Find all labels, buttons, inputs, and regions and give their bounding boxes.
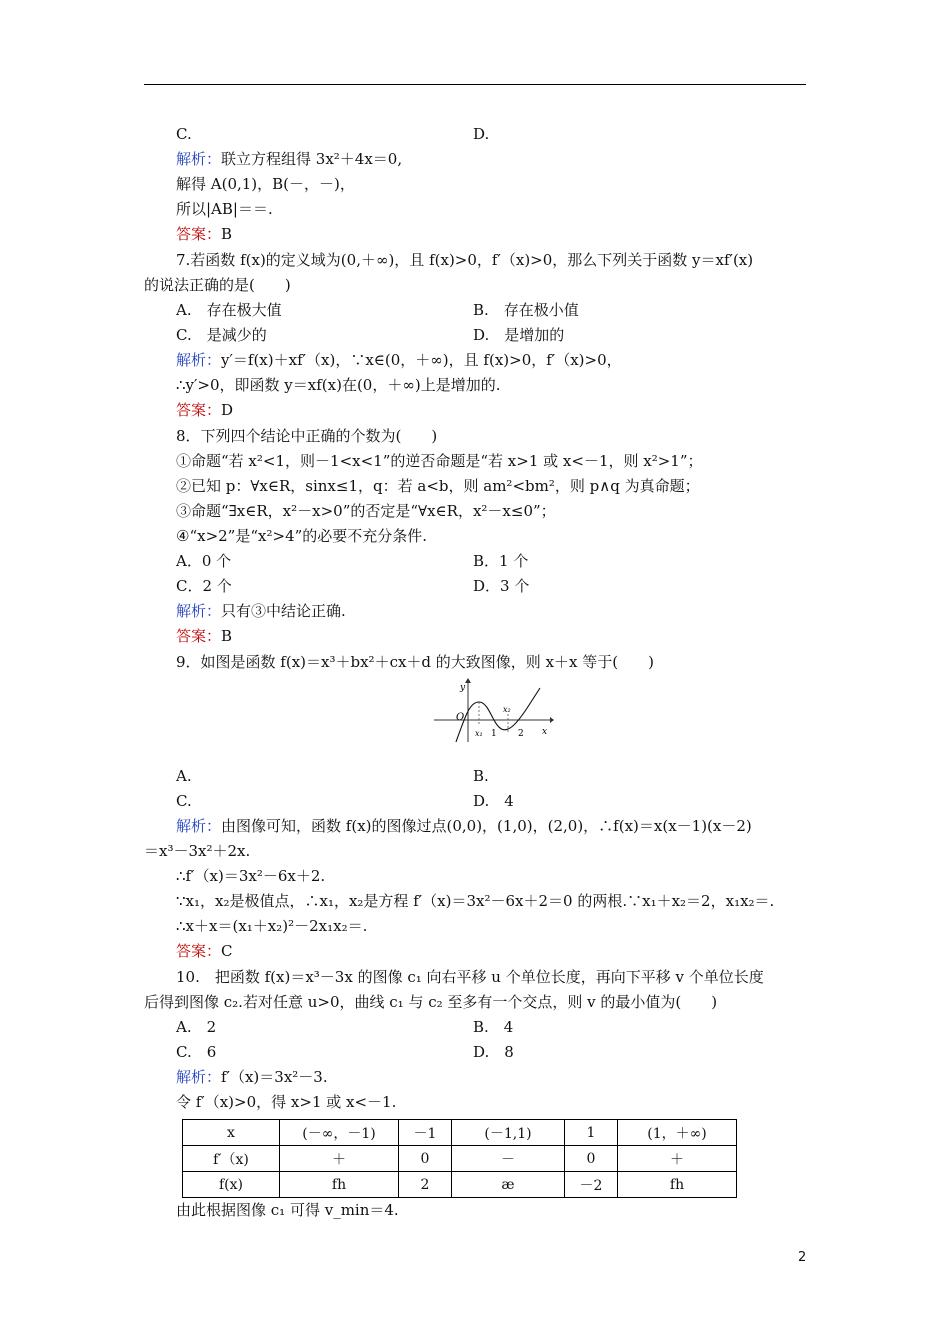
solution-6-line2: 解得 A(0,1)，B(－，－)， [176, 175, 355, 193]
q8-proposition-4: ④“x>2”是“x²>4”的必要不充分条件. [176, 527, 428, 545]
q9-solution-line3: ∴f′（x)＝3x²－6x＋2. [176, 867, 326, 885]
q7-stem-line2: 的说法正确的是( ) [144, 276, 291, 294]
q10-stem-line2: 后得到图像 c₂.若对任意 u>0，曲线 c₁ 与 c₂ 至多有一个交点，则 v 的最小值为( ) [144, 993, 718, 1011]
answer-6: 答案：B [176, 225, 233, 243]
x1-label: x₁ [475, 729, 483, 738]
q8-option-b: B．1 个 [473, 552, 529, 570]
y-axis-label: y [460, 683, 466, 693]
solution-6-line3: 所以|AB|＝＝. [176, 200, 273, 218]
table-cell: －2 [565, 1172, 618, 1198]
q7-stem-line1: 7.若函数 f(x)的定义域为(0,＋∞)，且 f(x)>0，f′（x)>0，那么下列关于函数 y＝xf′(x) [176, 251, 754, 269]
q8-proposition-1: ①命题“若 x²<1，则－1<x<1”的逆否命题是“若 x>1 或 x<－1，则 x²>1”； [176, 452, 703, 470]
y-axis-arrow [465, 678, 471, 683]
q10-option-b: B. 4 [473, 1018, 514, 1036]
option-c-prev: C. [176, 125, 192, 143]
tick-1-label: 1 [491, 729, 497, 739]
x-axis-arrow [550, 717, 554, 723]
q10-solution-conclusion: 由此根据图像 c₁ 可得 v_min＝4. [176, 1201, 399, 1219]
q9-stem: 9．如图是函数 f(x)＝x³＋bx²＋cx＋d 的大致图像，则 x＋x 等于( ) [176, 653, 654, 671]
table-cell: ＋ [280, 1146, 399, 1172]
q10-option-d: D. 8 [473, 1043, 514, 1061]
table-cell: f(x) [183, 1172, 280, 1198]
variation-table [182, 1119, 737, 1198]
solution-6-line1: 解析：联立方程组得 3x²＋4x＝0, [176, 150, 403, 168]
q7-solution-line1: 解析：y′＝f(x)＋xf′（x)，∵x∈(0，＋∞)，且 f(x)>0，f′（x)>0， [176, 351, 622, 369]
q8-stem: 8．下列四个结论中正确的个数为( ) [176, 427, 438, 445]
table-cell: － [452, 1146, 565, 1172]
q10-solution-line2: 令 f′（x)>0，得 x>1 或 x<－1. [176, 1093, 397, 1111]
q8-option-c: C．2 个 [176, 577, 232, 595]
x-axis-label: x [542, 727, 548, 737]
x2-label: x₂ [503, 705, 511, 714]
table-row [183, 1172, 737, 1198]
q9-solution-line5: ∴x＋x＝(x₁＋x₂)²－2x₁x₂＝. [176, 917, 368, 935]
answer-9: 答案：C [176, 942, 233, 960]
q10-option-a: A. 2 [176, 1018, 217, 1036]
q7-option-c: C. 是减少的 [176, 326, 267, 344]
table-cell: 0 [399, 1146, 452, 1172]
cubic-curve [456, 688, 540, 742]
table-cell: (－1,1) [452, 1120, 565, 1146]
answer-7: 答案：D [176, 401, 234, 419]
q7-option-b: B. 存在极小值 [473, 301, 579, 319]
q8-proposition-2: ②已知 p：∀x∈R，sinx≤1，q：若 a<b，则 am²<bm²，则 p∧q 为真命题； [176, 477, 700, 495]
table-cell: (－∞，－1) [280, 1120, 399, 1146]
table-cell: 0 [565, 1146, 618, 1172]
q9-solution-line4: ∵x₁，x₂是极值点，∴x₁，x₂是方程 f′（x)＝3x²－6x＋2＝0 的两根.∵x₁＋x₂＝2，x₁x₂＝. [176, 892, 775, 910]
table-cell: 2 [399, 1172, 452, 1198]
q9-option-c: C. [176, 792, 192, 810]
table-cell: ＋ [618, 1146, 737, 1172]
table-cell: (1，＋∞) [618, 1120, 737, 1146]
option-d-prev: D. [473, 125, 490, 143]
table-row [183, 1146, 737, 1172]
q9-solution-line2: ＝x³－3x²＋2x. [144, 842, 251, 860]
q8-option-d: D．3 个 [473, 577, 530, 595]
tick-2-label: 2 [518, 729, 524, 739]
header-rule [144, 84, 806, 85]
table-row [183, 1120, 737, 1146]
table-cell: æ [452, 1172, 565, 1198]
page-number: 2 [798, 1250, 807, 1265]
q10-stem-line1: 10. 把函数 f(x)＝x³－3x 的图像 c₁ 向右平移 u 个单位长度，再向下平移 v 个单位长度 [176, 968, 764, 986]
q7-option-d: D. 是增加的 [473, 326, 565, 344]
table-cell: 1 [565, 1120, 618, 1146]
q9-option-b: B. [473, 767, 489, 785]
table-cell: fh [618, 1172, 737, 1198]
q7-option-a: A. 存在极大值 [176, 301, 282, 319]
q9-solution-line1: 解析：由图像可知，函数 f(x)的图像过点(0,0)，(1,0)，(2,0)，∴f(x)＝x(x－1)(x－2) [176, 817, 752, 835]
answer-8: 答案：B [176, 627, 233, 645]
table-cell: fh [280, 1172, 399, 1198]
q8-solution: 解析：只有③中结论正确. [176, 602, 346, 620]
q9-option-a: A. [176, 767, 192, 785]
q8-proposition-3: ③命题“∃x∈R，x²－x>0”的否定是“∀x∈R，x²－x≤0”； [176, 502, 556, 520]
table-cell: f′（x) [183, 1146, 280, 1172]
q10-option-c: C. 6 [176, 1043, 217, 1061]
origin-label: O [456, 712, 465, 723]
q10-solution-line1: 解析：f′（x)＝3x²－3. [176, 1068, 328, 1086]
q9-option-d: D. 4 [473, 792, 514, 810]
table-cell: x [183, 1120, 280, 1146]
q7-solution-line2: ∴y′>0，即函数 y＝xf(x)在(0，＋∞)上是增加的. [176, 376, 501, 394]
cubic-function-graph [432, 676, 554, 746]
q8-option-a: A．0 个 [176, 552, 232, 570]
table-cell: －1 [399, 1120, 452, 1146]
